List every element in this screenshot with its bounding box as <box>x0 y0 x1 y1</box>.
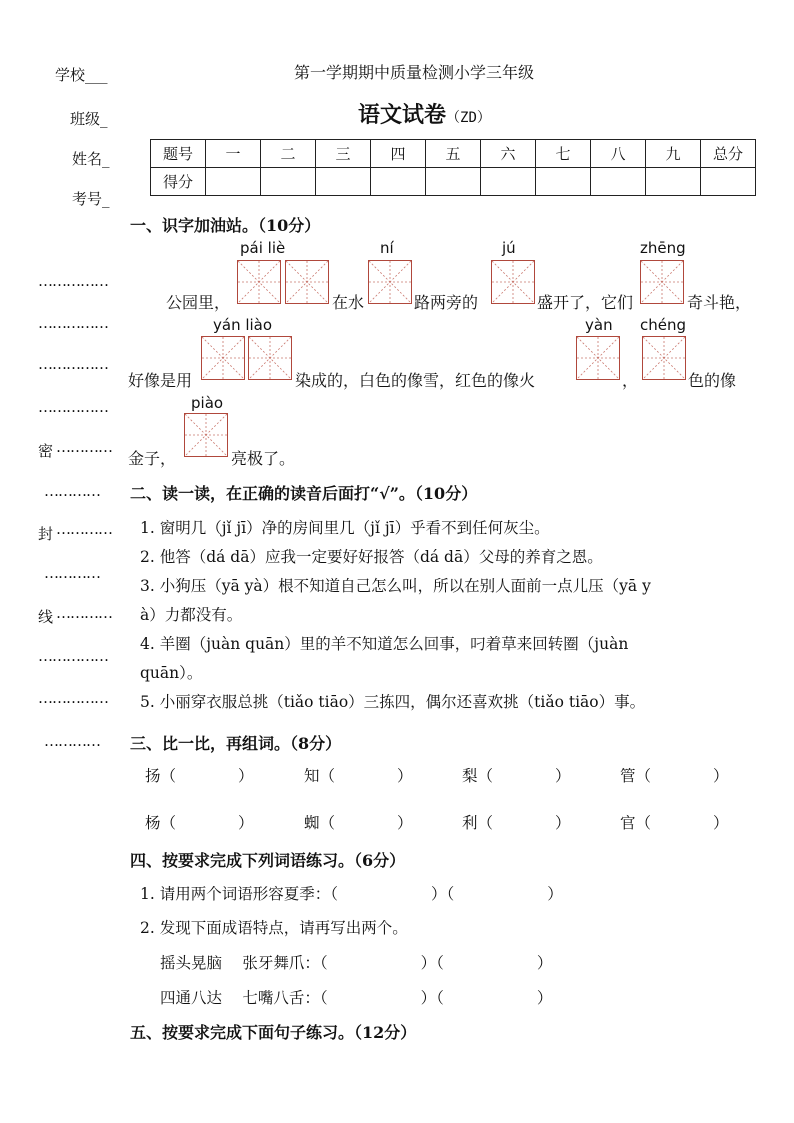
score-input-cell[interactable] <box>701 168 756 196</box>
pinyin-label: yán liào <box>213 316 273 334</box>
table-cell: 得分 <box>151 168 206 196</box>
word-group-item: 官（ ） <box>620 814 729 832</box>
school-field: 学校___ <box>55 66 108 84</box>
passage-text: 金子， <box>128 449 177 468</box>
seal-dots: …………… <box>38 314 108 332</box>
writing-grid-guides <box>238 261 280 303</box>
question-item-cont: à）力都没有。 <box>140 606 243 624</box>
seal-dots: ………… <box>44 732 100 750</box>
seal-dots: …………… <box>38 355 108 373</box>
writing-grid-guides <box>369 261 411 303</box>
score-input-cell[interactable] <box>316 168 371 196</box>
writing-grid-guides <box>492 261 534 303</box>
seal-dots: …………… <box>38 272 108 290</box>
question-item: 1. 请用两个词语形容夏季：（ ）（ ） <box>140 885 563 903</box>
seal-char-xian: 线 <box>38 608 54 626</box>
writing-grid-guides <box>577 337 619 379</box>
score-input-cell[interactable] <box>261 168 316 196</box>
writing-grid-guides <box>249 337 291 379</box>
idiom-row: 摇头晃脑 张牙舞爪：（ ）（ ） <box>160 954 553 972</box>
passage-text: ， <box>622 371 639 390</box>
exam-number-field: 考号_ <box>72 190 110 208</box>
passage-text: 亮极了。 <box>231 449 296 468</box>
title-code: （ZD） <box>446 110 491 126</box>
score-input-cell[interactable] <box>481 168 536 196</box>
seal-char-feng: 封 <box>38 525 54 543</box>
score-input-cell[interactable] <box>646 168 701 196</box>
writing-box[interactable] <box>642 336 686 380</box>
score-table-header-row <box>151 140 756 168</box>
pinyin-label: jú <box>502 239 516 257</box>
score-table-score-row <box>151 168 756 196</box>
writing-box[interactable] <box>237 260 281 304</box>
table-cell: 四 <box>371 140 426 168</box>
word-group-item: 扬（ ） <box>145 767 254 785</box>
name-field: 姓名_ <box>72 150 110 168</box>
table-cell: 六 <box>481 140 536 168</box>
word-group-item: 蜘（ ） <box>304 814 413 832</box>
page-title <box>358 98 491 129</box>
word-group-item: 梨（ ） <box>462 767 571 785</box>
word-group-item: 利（ ） <box>462 814 571 832</box>
pinyin-label: zhēng <box>640 239 686 257</box>
writing-box[interactable] <box>184 413 228 457</box>
class-field: 班级_ <box>70 110 108 128</box>
table-cell: 五 <box>426 140 481 168</box>
table-cell: 总分 <box>701 140 756 168</box>
section-2-title: 二、读一读，在正确的读音后面打“√”。（10分） <box>130 484 478 503</box>
word-group-item: 管（ ） <box>620 767 729 785</box>
pinyin-label: piào <box>191 394 224 412</box>
score-input-cell[interactable] <box>206 168 261 196</box>
score-input-cell[interactable] <box>536 168 591 196</box>
pinyin-label: yàn <box>585 316 613 334</box>
word-group-item: 知（ ） <box>304 767 413 785</box>
score-input-cell[interactable] <box>591 168 646 196</box>
writing-box[interactable] <box>368 260 412 304</box>
passage-text: 染成的，白色的像雪，红色的像火 <box>295 371 536 390</box>
seal-dots: …………… <box>38 689 108 707</box>
question-item: 5. 小丽穿衣服总挑（tiǎo tiāo）三拣四，偶尔还喜欢挑（tiǎo tiāo）事。 <box>140 693 646 711</box>
seal-dots: ………… <box>56 520 112 538</box>
question-item: 2. 发现下面成语特点，请再写出两个。 <box>140 919 408 937</box>
question-item: 4. 羊圈（juàn quān）里的羊不知道怎么回事，叼着草来回转圈（juàn <box>140 635 629 653</box>
section-1-title: 一、识字加油站。（10分） <box>130 216 321 235</box>
table-cell: 一 <box>206 140 261 168</box>
passage-text: 盛开了，它们 <box>537 293 634 312</box>
passage-text: 公园里， <box>166 293 231 312</box>
writing-grid-guides <box>643 337 685 379</box>
writing-box[interactable] <box>576 336 620 380</box>
seal-dots: ………… <box>44 482 100 500</box>
title-text: 语文试卷 <box>358 102 447 128</box>
writing-box[interactable] <box>201 336 245 380</box>
seal-dots: …………… <box>38 398 108 416</box>
passage-text: 好像是用 <box>128 371 193 390</box>
idiom-row: 四通八达 七嘴八舌：（ ）（ ） <box>160 989 553 1007</box>
table-cell: 三 <box>316 140 371 168</box>
writing-box[interactable] <box>491 260 535 304</box>
pinyin-label: pái liè <box>240 239 286 257</box>
passage-text: 在水 <box>332 293 365 312</box>
seal-dots: ………… <box>44 564 100 582</box>
score-input-cell[interactable] <box>426 168 481 196</box>
seal-dots: ………… <box>56 604 112 622</box>
table-cell: 题号 <box>151 140 206 168</box>
seal-dots: ………… <box>56 438 112 456</box>
seal-char-mi: 密 <box>38 442 54 460</box>
score-table <box>150 139 756 196</box>
writing-grid-guides <box>641 261 683 303</box>
writing-box[interactable] <box>640 260 684 304</box>
writing-grid-guides <box>202 337 244 379</box>
section-4-title: 四、按要求完成下列词语练习。（6分） <box>130 851 406 870</box>
passage-text: 色的像 <box>688 371 737 390</box>
table-cell: 二 <box>261 140 316 168</box>
writing-box[interactable] <box>285 260 329 304</box>
section-3-title: 三、比一比，再组词。（8分） <box>130 734 342 753</box>
pinyin-label: ní <box>380 239 394 257</box>
exam-subtitle: 第一学期期中质量检测小学三年级 <box>294 63 535 82</box>
section-5-title: 五、按要求完成下面句子练习。（12分） <box>130 1023 417 1042</box>
passage-text: 路两旁的 <box>414 293 479 312</box>
question-item: 2. 他答（dá dā）应我一定要好好报答（dá dā）父母的养育之恩。 <box>140 548 603 566</box>
writing-box[interactable] <box>248 336 292 380</box>
score-input-cell[interactable] <box>371 168 426 196</box>
writing-grid-guides <box>286 261 328 303</box>
passage-text: 奇斗艳， <box>687 293 752 312</box>
table-cell: 七 <box>536 140 591 168</box>
pinyin-label: chéng <box>640 316 687 334</box>
word-group-item: 杨（ ） <box>145 814 254 832</box>
question-item-cont: quān）。 <box>140 664 203 682</box>
seal-dots: …………… <box>38 647 108 665</box>
writing-grid-guides <box>185 414 227 456</box>
table-cell: 八 <box>591 140 646 168</box>
question-item: 3. 小狗压（yā yà）根不知道自己怎么叫，所以在别人面前一点儿压（yā y <box>140 577 651 595</box>
question-item: 1. 窗明几（jǐ jī）净的房间里几（jǐ jī）乎看不到任何灰尘。 <box>140 519 550 537</box>
table-cell: 九 <box>646 140 701 168</box>
